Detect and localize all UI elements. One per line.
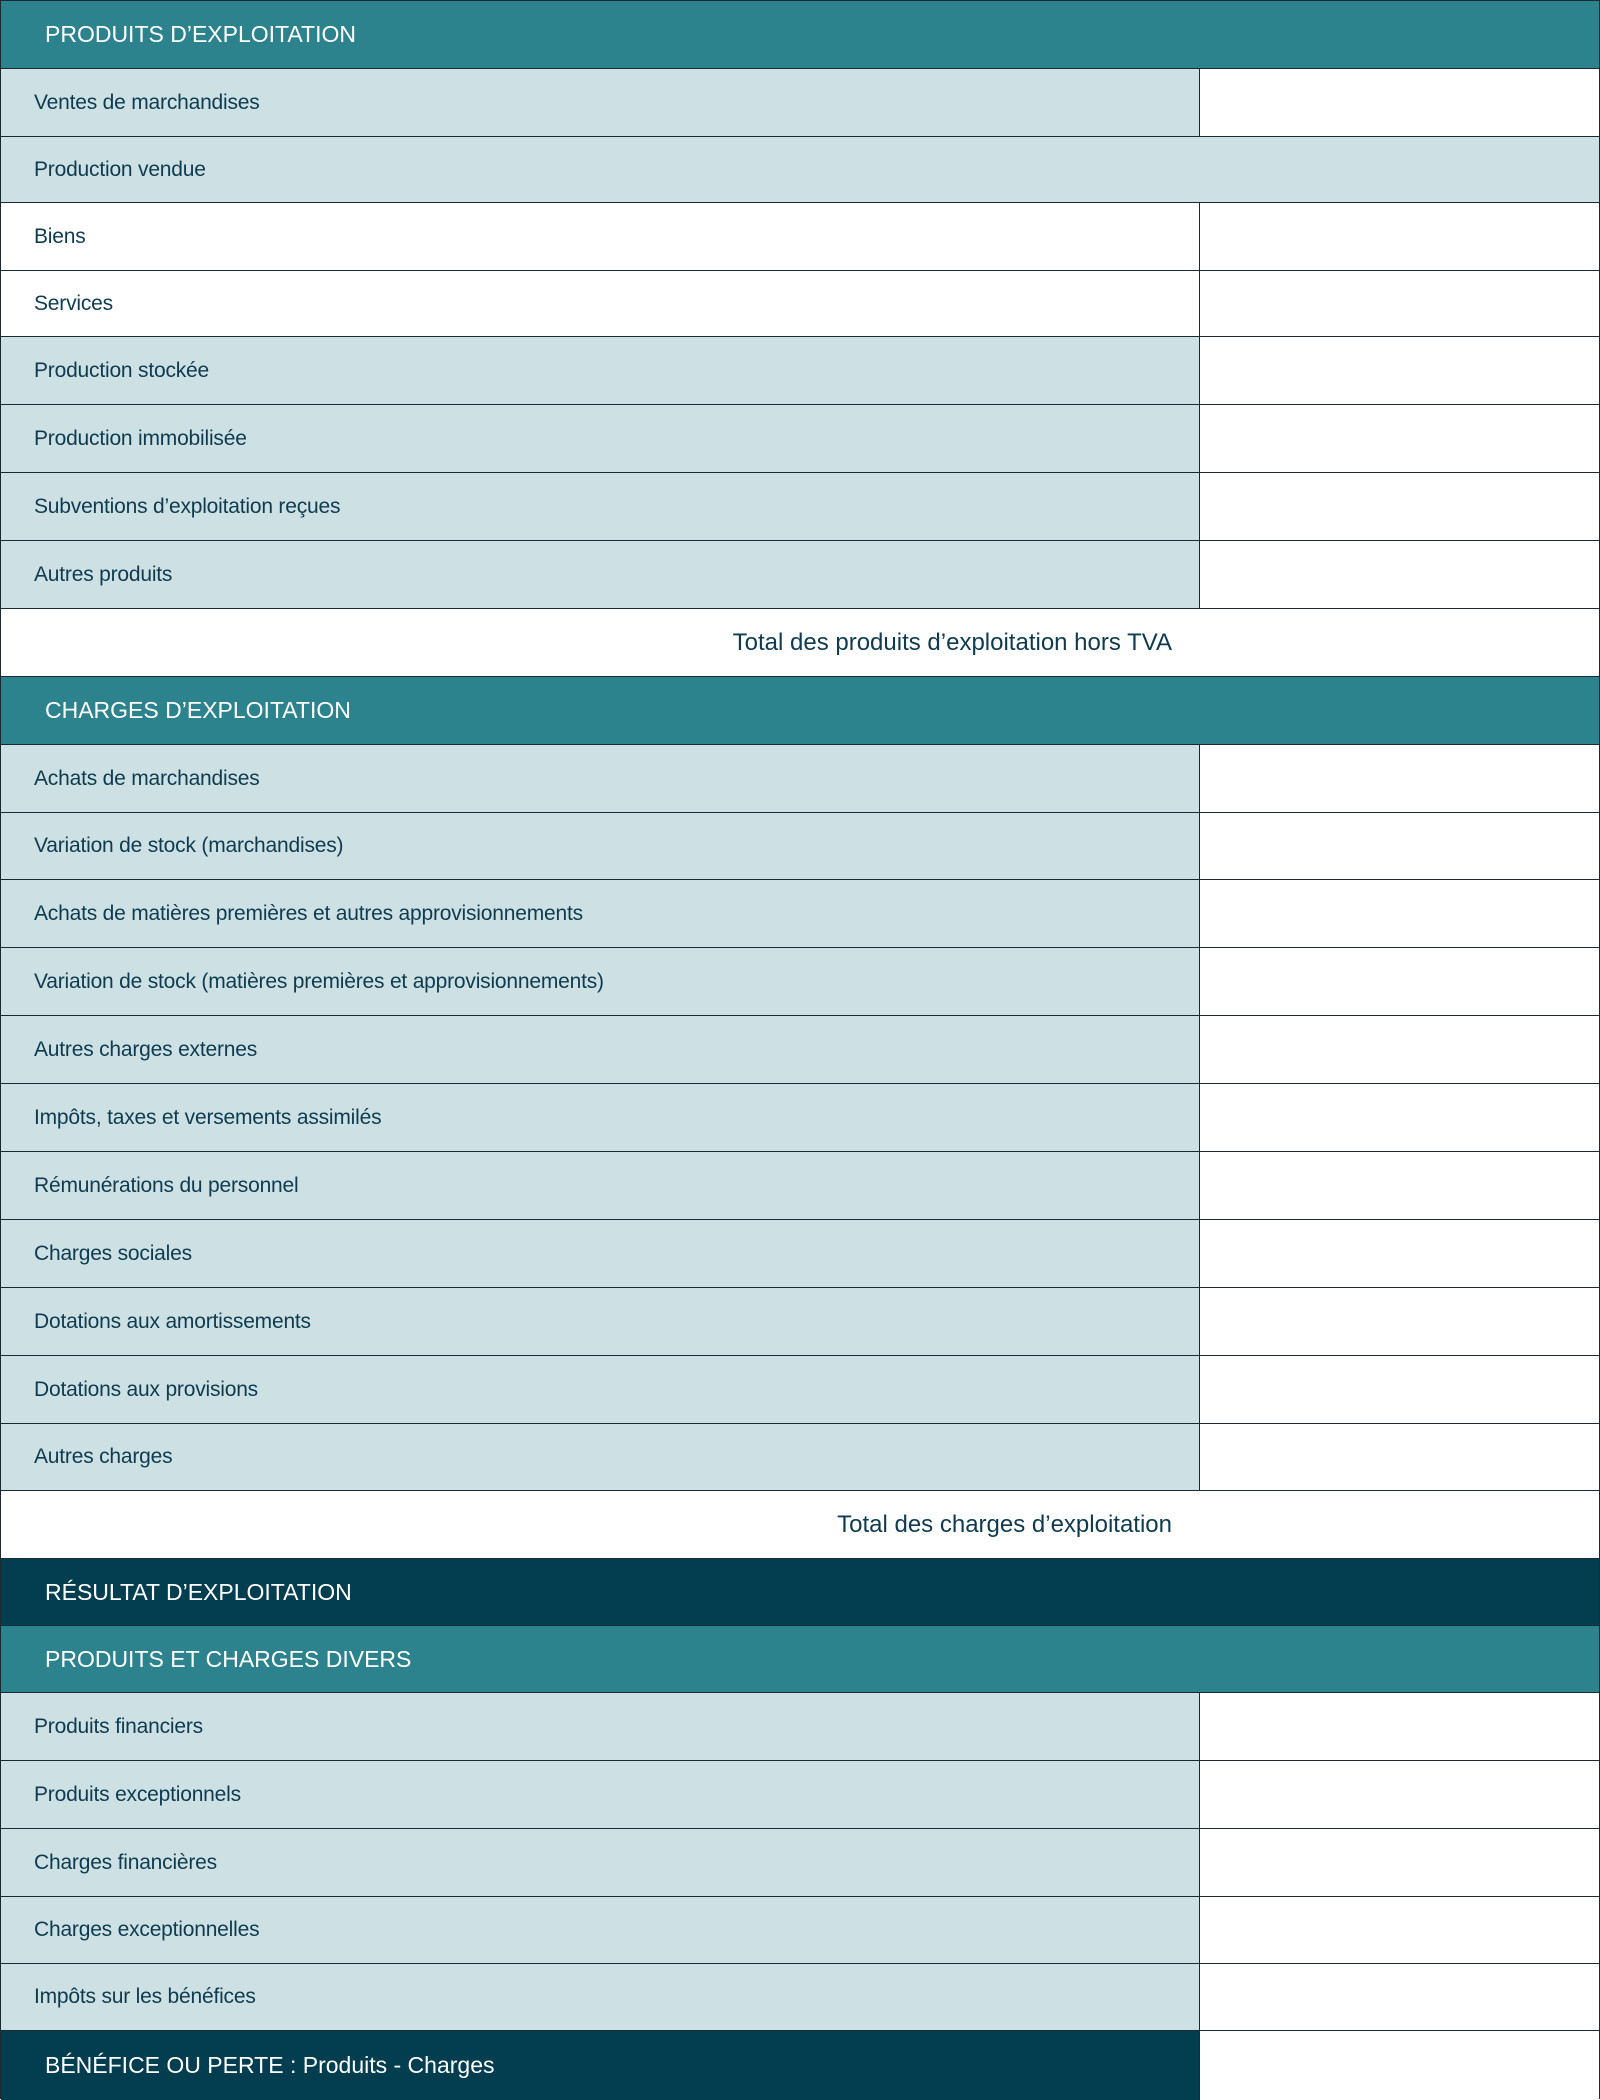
row-produits-exceptionnels [1,1761,1599,1829]
value-cell[interactable] [1199,948,1599,1015]
row-label: Services [1,271,1199,336]
value-cell[interactable] [1199,1761,1599,1828]
row-subventions-exploitation [1,473,1599,541]
row-autres-charges [1,1424,1599,1491]
row-label: Production vendue [34,157,206,181]
section-title: PRODUITS D’EXPLOITATION [45,21,356,47]
value-cell[interactable] [1199,1897,1599,1963]
value-cell[interactable] [1199,541,1599,608]
section-title: CHARGES D’EXPLOITATION [45,697,351,723]
row-label: Biens [1,203,1199,270]
value-cell[interactable] [1199,1016,1599,1083]
row-label: Ventes de marchandises [1,69,1199,136]
value-cell[interactable] [1199,1220,1599,1287]
row-label: Autres charges externes [1,1016,1199,1083]
row-dotations-provisions [1,1356,1599,1424]
value-cell[interactable] [1199,2031,1599,2100]
row-variation-stock-matieres [1,948,1599,1016]
row-label: Achats de matières premières et autres approvisionnements [1,880,1199,947]
row-ventes-de-marchandises [1,69,1599,137]
row-biens [1,203,1599,271]
row-achats-matieres-premieres [1,880,1599,948]
value-cell[interactable] [1199,745,1599,812]
total-label: Total des charges d’exploitation [837,1510,1172,1538]
row-autres-produits [1,541,1599,609]
value-cell[interactable] [1199,1288,1599,1355]
row-charges-exceptionnelles [1,1897,1599,1964]
row-services [1,271,1599,337]
row-production-immobilisee [1,405,1599,473]
section-header-charges-exploitation [1,677,1599,745]
section-header-produits-charges-divers [1,1626,1599,1693]
value-cell[interactable] [1199,1356,1599,1423]
value-cell[interactable] [1199,69,1599,136]
value-cell[interactable] [1199,1693,1599,1760]
section-title: BÉNÉFICE OU PERTE : Produits - Charges [1,2031,1199,2100]
row-charges-financieres [1,1829,1599,1897]
value-cell[interactable] [1199,337,1599,404]
row-label: Charges exceptionnelles [1,1897,1199,1963]
row-label: Autres charges [1,1424,1199,1490]
row-label: Dotations aux amortissements [1,1288,1199,1355]
value-cell[interactable] [1199,1424,1599,1490]
total-produits-exploitation [1,609,1599,677]
row-label: Charges sociales [1,1220,1199,1287]
row-label: Impôts sur les bénéfices [1,1964,1199,2030]
row-label: Rémunérations du personnel [1,1152,1199,1219]
row-label: Produits financiers [1,1693,1199,1760]
total-charges-exploitation [1,1491,1599,1559]
row-charges-sociales [1,1220,1599,1288]
row-impots-sur-benefices [1,1964,1599,2031]
row-label: Subventions d’exploitation reçues [1,473,1199,540]
value-cell[interactable] [1199,271,1599,336]
value-cell[interactable] [1199,473,1599,540]
row-label: Production stockée [1,337,1199,404]
row-label: Produits exceptionnels [1,1761,1199,1828]
section-header-resultat-exploitation [1,1559,1599,1626]
section-header-produits-exploitation [1,1,1599,69]
value-cell[interactable] [1199,1964,1599,2030]
row-label: Achats de marchandises [1,745,1199,812]
value-cell[interactable] [1199,880,1599,947]
value-cell[interactable] [1199,1829,1599,1896]
row-production-stockee [1,337,1599,405]
section-title: RÉSULTAT D’EXPLOITATION [45,1578,352,1605]
row-label: Production immobilisée [1,405,1199,472]
value-cell[interactable] [1199,1152,1599,1219]
row-label: Autres produits [1,541,1199,608]
row-produits-financiers [1,1693,1599,1761]
row-achats-marchandises [1,745,1599,813]
row-dotations-amortissements [1,1288,1599,1356]
row-impots-taxes [1,1084,1599,1152]
row-label: Variation de stock (matières premières et approvisionnements) [1,948,1199,1015]
value-cell[interactable] [1199,203,1599,270]
row-production-vendue [1,137,1599,203]
value-cell[interactable] [1199,813,1599,879]
row-label: Impôts, taxes et versements assimilés [1,1084,1199,1151]
total-label: Total des produits d’exploitation hors TVA [732,628,1172,656]
row-label: Variation de stock (marchandises) [1,813,1199,879]
row-label: Charges financières [1,1829,1199,1896]
row-variation-stock-marchandises [1,813,1599,880]
row-label: Dotations aux provisions [1,1356,1199,1423]
row-benefice-ou-perte [1,2031,1599,2100]
section-title: PRODUITS ET CHARGES DIVERS [45,1645,412,1672]
value-cell[interactable] [1199,405,1599,472]
row-remunerations-personnel [1,1152,1599,1220]
value-cell[interactable] [1199,1084,1599,1151]
row-autres-charges-externes [1,1016,1599,1084]
